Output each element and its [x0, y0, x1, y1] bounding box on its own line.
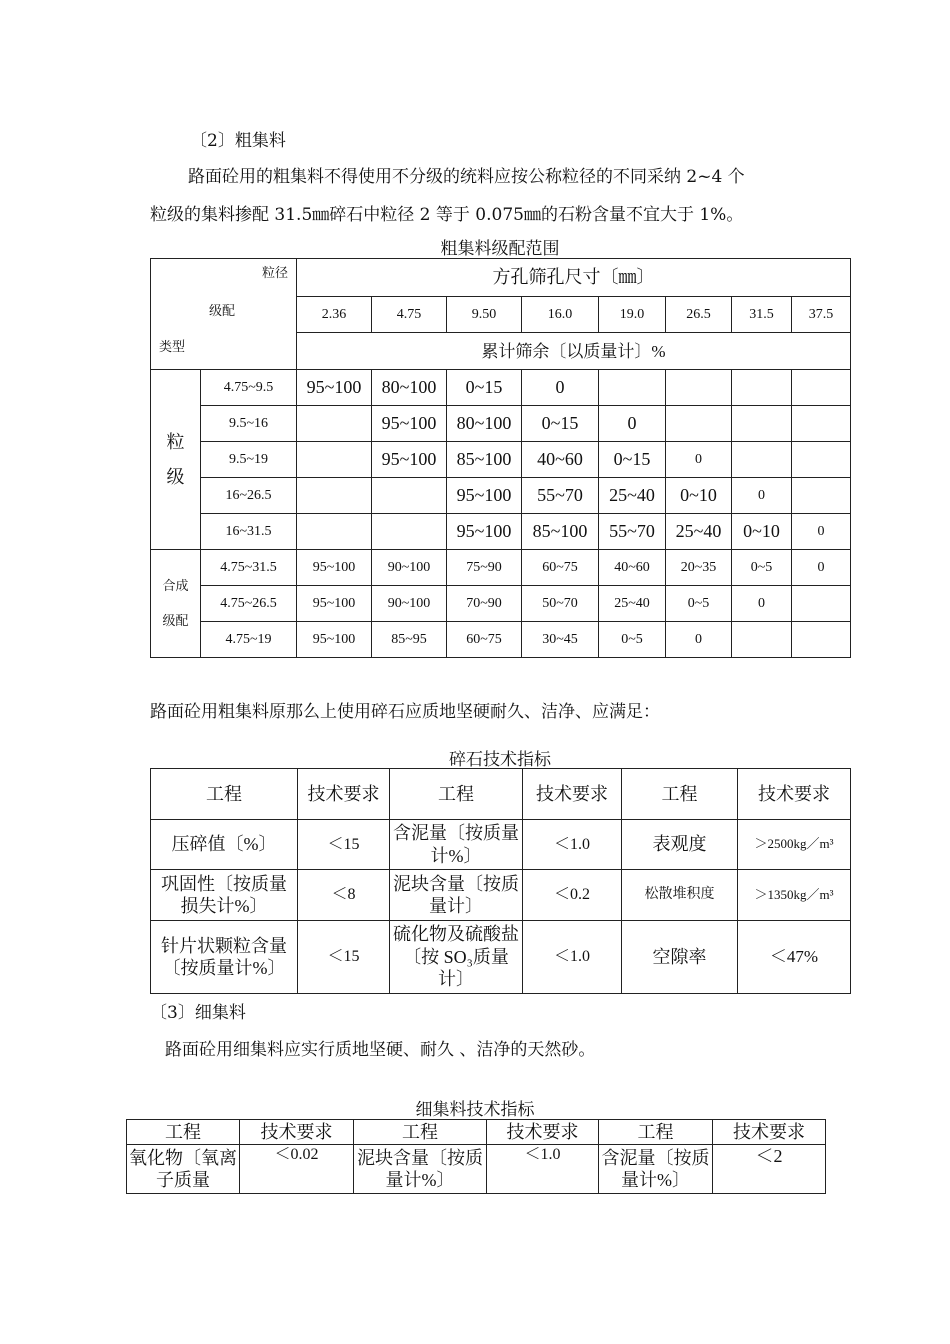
value-cell: 95~100 [297, 586, 372, 622]
value-cell: 40~60 [522, 442, 599, 478]
section-heading: 〔3〕细集料 [150, 1003, 246, 1023]
value-cell: 0 [792, 550, 851, 586]
value-cell: 0 [732, 586, 792, 622]
value-cell: 0~10 [666, 478, 732, 514]
table-cell: 硫化物及硫酸盐〔按 SO₃质量计〕 [390, 921, 523, 994]
gradation-table [150, 258, 851, 658]
column-header: 工程 [151, 769, 298, 820]
value-cell: 95~100 [372, 442, 447, 478]
table-cell: 氧化物〔氧离子质量 [127, 1145, 240, 1194]
table-cell: ＜15 [298, 921, 390, 994]
value-cell: 55~70 [522, 478, 599, 514]
sieve-title: 方孔筛孔尺寸〔㎜〕 [297, 259, 851, 297]
table-row [151, 870, 851, 921]
value-cell: 95~100 [447, 478, 522, 514]
corner-label-type: 类型 [159, 339, 186, 354]
table-cell: 压碎值〔%〕 [151, 820, 298, 870]
table-row [151, 820, 851, 870]
table-row [151, 586, 851, 622]
value-cell: 95~100 [447, 514, 522, 550]
table-cell: ＜0.2 [523, 870, 622, 921]
value-cell: 85~100 [522, 514, 599, 550]
value-cell: 40~60 [599, 550, 666, 586]
value-cell: 50~70 [522, 586, 599, 622]
column-header: 技术要求 [738, 769, 851, 820]
value-cell: 0~15 [522, 406, 599, 442]
table-cell: ＜0.02 [240, 1145, 354, 1194]
value-cell: 0 [666, 622, 732, 658]
fine-aggregate-table [126, 1119, 826, 1194]
value-cell [792, 478, 851, 514]
table-cell: ＜8 [298, 870, 390, 921]
value-cell [792, 406, 851, 442]
table-row [151, 478, 851, 514]
value-cell [297, 478, 372, 514]
group-label: 粒 级 [151, 370, 201, 550]
group-label-line: 合成 [162, 578, 189, 594]
table-cell: 表观度 [622, 820, 738, 870]
value-cell: 85~95 [372, 622, 447, 658]
value-cell: 95~100 [297, 622, 372, 658]
value-cell: 30~45 [522, 622, 599, 658]
table-caption: 细集料技术指标 [415, 1100, 535, 1120]
table-cell: ＜47% [738, 921, 851, 994]
column-header: 工程 [127, 1120, 240, 1145]
value-cell [732, 442, 792, 478]
value-cell: 25~40 [599, 586, 666, 622]
paragraph-line: 路面砼用的粗集料不得使用不分级的统料应按公称粒径的不同采纳 2~4 个 [188, 167, 745, 187]
range-cell: 9.5~19 [201, 442, 297, 478]
value-cell: 0~15 [599, 442, 666, 478]
gravel-spec-table [150, 768, 851, 994]
value-cell: 0~5 [599, 622, 666, 658]
table-cell: ＞2500kg／m³ [738, 820, 851, 870]
table-cell: ＜1.0 [523, 820, 622, 870]
value-cell: 25~40 [666, 514, 732, 550]
value-cell: 0~10 [732, 514, 792, 550]
sieve-size-cell: 9.50 [447, 296, 522, 333]
table-row [151, 442, 851, 478]
paragraph: 路面砼用粗集料原那么上使用碎石应质地坚硬耐久、洁净、应满足： [150, 702, 660, 722]
column-header: 技术要求 [523, 769, 622, 820]
value-cell: 90~100 [372, 586, 447, 622]
value-cell: 80~100 [447, 406, 522, 442]
value-cell: 0 [522, 370, 599, 406]
range-cell: 4.75~26.5 [201, 586, 297, 622]
value-cell: 0~15 [447, 370, 522, 406]
range-cell: 4.75~9.5 [201, 370, 297, 406]
value-cell [666, 370, 732, 406]
corner-label-grade: 级配 [209, 303, 236, 318]
value-cell [792, 586, 851, 622]
column-header: 工程 [354, 1120, 487, 1145]
value-cell [372, 514, 447, 550]
table-cell: 泥块含量〔按质量计〕 [390, 870, 523, 921]
range-cell: 16~31.5 [201, 514, 297, 550]
value-cell: 55~70 [599, 514, 666, 550]
value-cell: 0~5 [732, 550, 792, 586]
value-cell [666, 406, 732, 442]
value-cell [792, 622, 851, 658]
corner-label-size: 粒径 [261, 265, 288, 280]
paragraph-line: 粒级的集料掺配 31.5㎜碎石中粒径 2 等于 0.075㎜的石粉含量不宜大于 1%。 [150, 205, 744, 225]
table-row [151, 370, 851, 406]
value-cell: 60~75 [447, 622, 522, 658]
value-cell [297, 442, 372, 478]
value-cell: 0~5 [666, 586, 732, 622]
value-cell [297, 514, 372, 550]
table-row [151, 921, 851, 994]
table-caption: 碎石技术指标 [449, 750, 551, 770]
value-cell: 20~35 [666, 550, 732, 586]
sieve-size-cell: 31.5 [732, 296, 792, 333]
table-cell: ＜2 [713, 1145, 826, 1194]
corner-header [151, 259, 297, 370]
table-cell: ＜1.0 [523, 921, 622, 994]
column-header: 技术要求 [487, 1120, 599, 1145]
table-cell: ＞1350kg／m³ [738, 870, 851, 921]
table-row [151, 622, 851, 658]
table-caption: 粗集料级配范围 [440, 239, 560, 259]
sieve-size-cell: 16.0 [522, 296, 599, 333]
column-header: 技术要求 [240, 1120, 354, 1145]
range-cell: 9.5~16 [201, 406, 297, 442]
table-cell: 空隙率 [622, 921, 738, 994]
value-cell [732, 370, 792, 406]
group-label [151, 550, 201, 658]
value-cell [297, 406, 372, 442]
value-cell: 0 [732, 478, 792, 514]
section-heading: 〔2〕粗集料 [190, 131, 286, 151]
sieve-size-cell: 2.36 [297, 296, 372, 333]
table-row [151, 406, 851, 442]
value-cell: 80~100 [372, 370, 447, 406]
column-header: 技术要求 [713, 1120, 826, 1145]
column-header: 工程 [390, 769, 523, 820]
table-row [151, 514, 851, 550]
table-cell: 针片状颗粒含量〔按质量计%〕 [151, 921, 298, 994]
column-header: 工程 [622, 769, 738, 820]
table-cell: 松散堆积度 [622, 870, 738, 921]
range-cell: 16~26.5 [201, 478, 297, 514]
table-row [127, 1145, 826, 1194]
value-cell: 90~100 [372, 550, 447, 586]
value-cell [792, 442, 851, 478]
sieve-size-cell: 26.5 [666, 296, 732, 333]
value-cell: 95~100 [372, 406, 447, 442]
sieve-size-cell: 4.75 [372, 296, 447, 333]
value-cell [372, 478, 447, 514]
column-header: 工程 [599, 1120, 713, 1145]
value-cell: 0 [792, 514, 851, 550]
value-cell: 0 [666, 442, 732, 478]
table-row [151, 550, 851, 586]
value-cell [599, 370, 666, 406]
paragraph: 路面砼用细集料应实行质地坚硬、耐久 、洁净的天然砂。 [165, 1040, 596, 1060]
range-cell: 4.75~19 [201, 622, 297, 658]
value-cell: 85~100 [447, 442, 522, 478]
table-cell: ＜15 [298, 820, 390, 870]
value-cell [732, 622, 792, 658]
value-cell: 95~100 [297, 370, 372, 406]
value-cell: 25~40 [599, 478, 666, 514]
sieve-size-cell: 37.5 [792, 296, 851, 333]
range-cell: 4.75~31.5 [201, 550, 297, 586]
column-header: 技术要求 [298, 769, 390, 820]
value-cell [732, 406, 792, 442]
value-cell [792, 370, 851, 406]
table-cell: 含泥量〔按质量计%〕 [599, 1145, 713, 1194]
value-cell: 95~100 [297, 550, 372, 586]
value-cell: 60~75 [522, 550, 599, 586]
table-cell: ＜1.0 [487, 1145, 599, 1194]
table-cell: 含泥量〔按质量计%〕 [390, 820, 523, 870]
value-cell: 0 [599, 406, 666, 442]
table-cell: 巩固性〔按质量损失计%〕 [151, 870, 298, 921]
value-cell: 70~90 [447, 586, 522, 622]
table-cell: 泥块含量〔按质量计%〕 [354, 1145, 487, 1194]
value-cell: 75~90 [447, 550, 522, 586]
residue-title: 累计筛余〔以质量计〕% [297, 333, 851, 370]
group-label-line: 级配 [162, 612, 189, 628]
sieve-size-cell: 19.0 [599, 296, 666, 333]
